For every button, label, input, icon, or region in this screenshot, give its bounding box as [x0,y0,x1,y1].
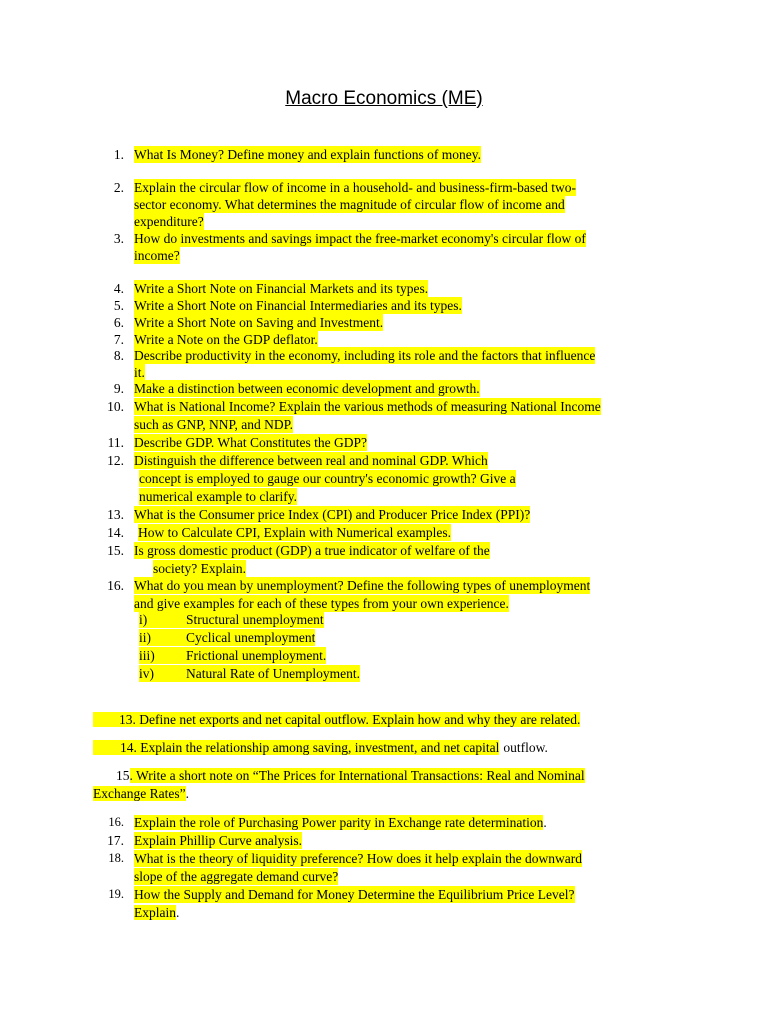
paragraph-text: . Write a short note on “The Prices for International Transactions: Real and Nominal [129,768,585,783]
sub-item-number: iii) [139,647,186,664]
sub-item-number: i) [139,611,186,628]
item-number: 6. [113,315,124,330]
item-text: How do investments and savings impact the free-market economy's circular flow of [134,231,586,246]
item-number: 15. [107,543,124,558]
item-text: society? Explain. [153,561,246,576]
item-text: What do you mean by unemployment? Define the following types of unemployment [134,578,591,593]
item-text: What Is Money? Define money and explain functions of money. [134,147,482,162]
paragraph-text-tail: outflow. [503,740,548,755]
sub-item-number: ii) [139,629,186,646]
item-text-tail: . [543,815,547,830]
page-title: Macro Economics (ME) [285,88,483,109]
item-text: Describe productivity in the economy, including its role and the factors that influence [134,348,596,363]
item-number: 10. [107,399,124,414]
sub-item-number: iv) [139,665,186,682]
paragraph-item [93,739,548,756]
item-number: 3. [113,231,124,246]
sub-item-text: Frictional unemployment. [186,648,327,663]
item-text: income? [134,248,180,263]
item-text: Distinguish the difference between real and nominal GDP. Which [134,453,488,468]
item-number: 5. [113,298,124,313]
item-number: 16. [108,815,124,829]
item-number: 7. [113,332,124,347]
paragraph-item-continuation [93,785,189,802]
item-text: Explain the circular flow of income in a household- and business-firm-based two- [134,180,576,195]
item-text: expenditure? [134,214,204,229]
item-number: 1. [113,147,124,162]
paragraph-number: 15 [116,768,130,783]
item-text: Make a distinction between economic development and growth. [134,381,480,396]
item-text: What is the Consumer price Index (CPI) and Producer Price Index (PPI)? [134,507,531,522]
paragraph-item [93,711,580,728]
sub-item-text: Natural Rate of Unemployment. [186,666,360,681]
paragraph-text: 14. Explain the relationship among saving, investment, and net capital [93,740,499,755]
item-text: Explain [134,905,176,920]
item-text: sector economy. What determines the magnitude of circular flow of income and [134,197,565,212]
paragraph-text-tail: . [185,786,189,801]
item-text: concept is employed to gauge our country's economic growth? Give a [139,471,516,486]
paragraph-item [116,767,585,784]
item-number: 11. [107,435,124,450]
item-text: Write a Short Note on Saving and Investment. [134,315,384,330]
item-number: 4. [113,281,124,296]
item-text: How to Calculate CPI, Explain with Numerical examples. [138,525,452,540]
item-text: Describe GDP. What Constitutes the GDP? [134,435,367,450]
item-number: 13. [107,507,124,522]
sub-item-text: Structural unemployment [186,612,324,627]
item-text: slope of the aggregate demand curve? [134,869,339,884]
item-text: Explain Phillip Curve analysis. [134,833,302,848]
item-text: it. [134,365,145,380]
item-number: 14. [107,525,124,540]
item-text: Explain the role of Purchasing Power parity in Exchange rate determination [134,815,544,830]
paragraph-text: 13. Define net exports and net capital outflow. Explain how and why they are related. [93,712,580,727]
item-number: 2. [113,180,124,195]
item-number: 19. [108,887,124,901]
paragraph-text: Exchange Rates” [93,786,186,801]
sub-item-text: Cyclical unemployment [186,630,316,645]
item-text: Write a Note on the GDP deflator. [134,332,318,347]
item-number: 18. [108,851,124,865]
item-text: Write a Short Note on Financial Intermediaries and its types. [134,298,462,313]
item-text: such as GNP, NNP, and NDP. [134,417,294,432]
item-text: Write a Short Note on Financial Markets and its types. [134,281,429,296]
item-number: 9. [113,381,124,396]
item-text: numerical example to clarify. [139,489,298,504]
item-number: 17. [107,833,124,848]
item-text: How the Supply and Demand for Money Determine the Equilibrium Price Level? [134,887,575,902]
item-text: and give examples for each of these types from your own experience. [134,596,509,611]
item-number: 12. [107,453,124,468]
item-text-tail: . [176,905,180,920]
item-text: Is gross domestic product (GDP) a true indicator of welfare of the [134,543,490,558]
item-text: What is National Income? Explain the various methods of measuring National Income [134,399,601,414]
item-number: 8. [113,348,124,363]
item-number: 16. [107,578,124,593]
item-text: What is the theory of liquidity preference? How does it help explain the downward [134,851,582,866]
